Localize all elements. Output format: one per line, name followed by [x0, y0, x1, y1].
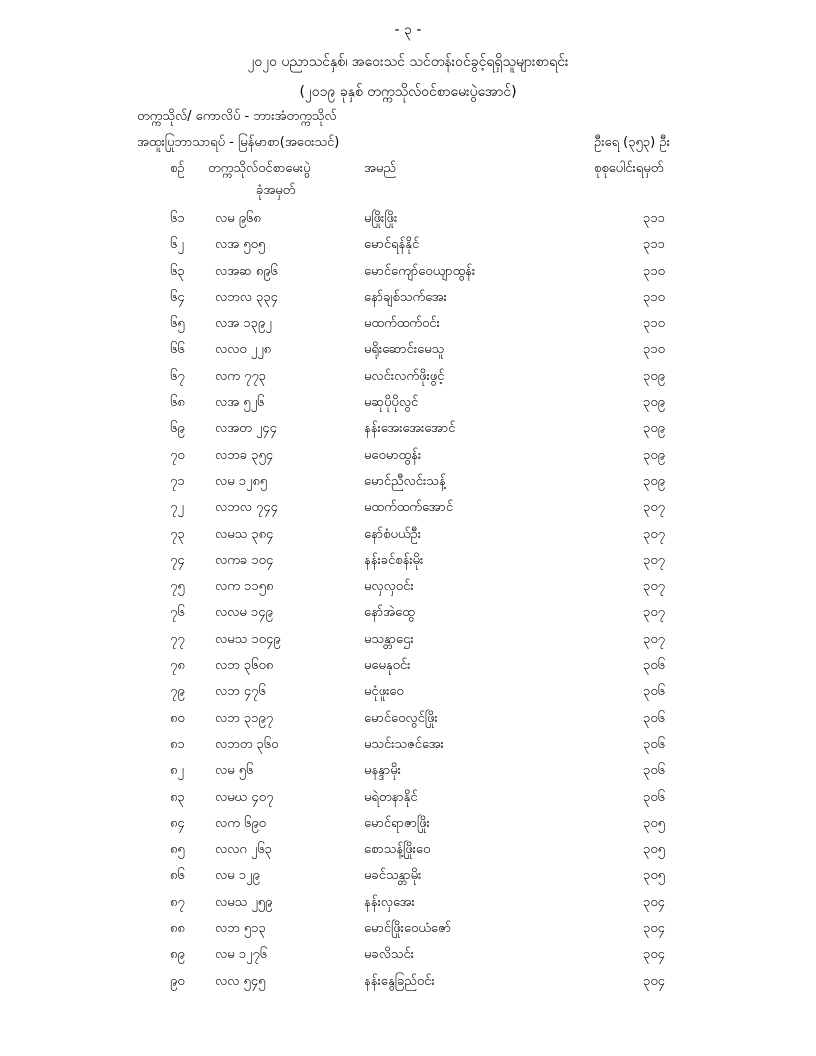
roll-number: လမသ ၁၀၄၉	[215, 631, 281, 647]
table-row	[0, 259, 816, 285]
roll-number: လလမ ၁၄၉	[215, 605, 273, 621]
total-marks: ၃၀၆	[643, 763, 665, 779]
table-row	[0, 574, 816, 600]
row-number: ၈၀	[170, 710, 185, 726]
student-name: နော်အဲထွေ	[364, 605, 415, 621]
total-marks: ၃၀၅	[643, 842, 665, 858]
total-marks: ၃၀၉	[643, 368, 665, 384]
table-row	[0, 548, 816, 574]
total-marks: ၃၁၁	[643, 237, 665, 253]
table-row	[0, 285, 816, 311]
total-marks: ၃၀၄	[643, 947, 665, 963]
total-marks: ၃၀၆	[643, 684, 665, 700]
roll-number: လမ ၉၆၈	[215, 211, 261, 226]
row-number: ၆၁	[170, 211, 185, 226]
student-name: နန်းအေးအေးအောင်	[364, 421, 456, 437]
total-marks: ၃၀၇	[643, 631, 665, 647]
table-row	[0, 969, 816, 995]
student-name: နော်စံပယ်ဦး	[364, 526, 421, 542]
student-name: မောင်ဝေလွင်ဖြိုး	[364, 710, 438, 726]
student-name: မောင်ရာဇာဖြိုး	[364, 815, 430, 831]
total-marks: ၃၀၄	[643, 894, 665, 910]
roll-number: လလဂ ၂၆၃	[215, 842, 272, 858]
table-row	[0, 600, 816, 626]
row-number: ၈၄	[170, 815, 185, 831]
roll-number: လမ ၁၂၇၆	[215, 947, 268, 963]
table-row	[0, 416, 816, 442]
table-row	[0, 390, 816, 416]
university-line: တက္ကသိုလ်/ ကောလိပ် - ဘားအံတက္ကသိုလ်	[137, 109, 337, 124]
student-name: မောင်ဖြိုးဝေယံဇော်	[364, 921, 452, 937]
table-row	[0, 679, 816, 705]
student-name: မောင်ညီလင်းသန့်	[364, 473, 446, 489]
student-name: မရိုးဆောင်းမေသူ	[364, 342, 445, 358]
table-row	[0, 785, 816, 811]
student-name: မခလိသင်း	[364, 947, 415, 963]
total-marks: ၃၀၉	[643, 395, 665, 411]
row-number: ၆၄	[170, 289, 185, 305]
student-name: မောင်ကျော်ဝေယျာထွန်း	[364, 263, 476, 279]
table-row	[0, 337, 816, 363]
student-name: မခင်သန္တာမိုး	[364, 868, 422, 884]
total-marks: ၃၀၆	[643, 736, 665, 752]
major-subject-line: အထူးပြုဘာသာရပ် - မြန်မာစာ(အဝေးသင်)	[137, 135, 340, 150]
table-row	[0, 890, 816, 916]
roll-number: လလ ၅၄၅	[215, 973, 266, 989]
total-marks: ၃၀၇	[643, 526, 665, 542]
roll-number: လဘ ၃၁၉၇	[215, 710, 274, 726]
table-row	[0, 522, 816, 548]
student-name: မသန္တာဌေး	[364, 631, 414, 647]
row-number: ၈၇	[170, 894, 185, 910]
row-number: ၇၁	[170, 473, 185, 489]
student-name: နန်းလှအေး	[364, 894, 415, 910]
total-marks: ၃၀၇	[643, 500, 665, 516]
row-number: ၇၉	[170, 684, 185, 700]
row-number: ၇၆	[170, 605, 185, 621]
total-marks: ၃၀၉	[643, 447, 665, 463]
roll-number: လမ ၁၂၉	[215, 868, 260, 884]
student-name: မလင်းလက်ဖိုးဖွင့်	[364, 368, 445, 384]
table-row	[0, 942, 816, 968]
table-row	[0, 653, 816, 679]
total-marks: ၃၁၁	[643, 211, 665, 226]
page-number: - ၃ -	[394, 22, 422, 38]
total-marks: ၃၁၀	[643, 289, 665, 305]
total-marks: ၃၀၇	[643, 579, 665, 595]
header-no: စဉ်	[170, 161, 185, 176]
total-marks: ၃၁၀	[643, 263, 665, 279]
row-number: ၈၉	[170, 947, 185, 963]
student-name: မဖြိုးဖြိုး	[364, 211, 398, 226]
row-number: ၈၁	[170, 736, 185, 752]
table-row	[0, 364, 816, 390]
table-row	[0, 732, 816, 758]
roll-number: လအဆ ၈၉၆	[215, 263, 278, 279]
row-number: ၈၃	[170, 789, 185, 805]
row-number: ၈၂	[170, 763, 184, 779]
roll-number: လဘလ ၃၃၄	[215, 289, 278, 305]
roll-number: လဘ ၄၇၆	[215, 684, 266, 700]
roll-number: လဘလ ၇၄၄	[215, 500, 278, 516]
table-row	[0, 811, 816, 837]
roll-number: လမဃ ၄၀၇	[215, 789, 274, 805]
table-row	[0, 206, 816, 232]
total-marks: ၃၀၄	[643, 921, 665, 937]
student-name: မောင်ရန်နိုင်	[364, 237, 420, 253]
row-number: ၇၂	[170, 500, 184, 516]
student-name: မနန္ဒာမိုး	[364, 763, 401, 779]
total-marks: ၃၀၉	[643, 421, 665, 437]
table-row	[0, 627, 816, 653]
total-marks: ၃၀၇	[643, 552, 665, 568]
student-name: မဝေမာထွန်း	[364, 447, 422, 463]
row-number: ၆၅	[170, 316, 185, 332]
row-number: ၇၀	[170, 447, 185, 463]
roll-number: လအတ ၂၄၄	[215, 421, 277, 437]
student-name: မထက်ထက်အောင်	[364, 500, 454, 516]
row-number: ၈၆	[170, 868, 185, 884]
roll-number: လမသ ၂၅၉	[215, 894, 273, 910]
document-subtitle: (၂၀၁၉ ခုနှစ် တက္ကသိုလ်ဝင်စာမေးပွဲအောင်)	[299, 84, 517, 100]
total-marks: ၃၀၇	[643, 605, 665, 621]
header-name: အမည်	[364, 161, 396, 176]
row-number: ၆၂	[170, 237, 184, 253]
total-marks: ၃၀၆	[643, 789, 665, 805]
table-row	[0, 706, 816, 732]
roll-number: လဘခ ၃၅၄	[215, 447, 274, 463]
student-name: မထက်ထက်ဝင်း	[364, 316, 440, 332]
header-marks: စုစုပေါင်းရမှတ်	[594, 161, 664, 176]
row-number: ၆၉	[170, 421, 185, 437]
table-row	[0, 232, 816, 258]
row-number: ၆၃	[170, 263, 185, 279]
table-row	[0, 469, 816, 495]
row-number: ၆၈	[170, 395, 185, 411]
total-marks: ၃၀၆	[643, 658, 665, 674]
row-number: ၇၈	[170, 658, 185, 674]
student-name: မငုံဖူးဝေ	[364, 684, 404, 700]
total-marks: ၃၁၀	[643, 342, 665, 358]
roll-number: လကခ ၁၀၄	[215, 552, 274, 568]
table-row	[0, 495, 816, 521]
roll-number: လဘ ၃၆၀၈	[215, 658, 274, 674]
student-name: နန်းခင်စန်းမိုး	[364, 552, 424, 568]
roll-number: လက ၁၁၅၈	[215, 579, 274, 595]
header-roll: တက္ကသိုလ်ဝင်စာမေးပွဲ	[208, 161, 311, 176]
row-number: ၉၀	[170, 973, 185, 989]
header-roll-line2: ခုံအမှတ်	[256, 183, 296, 198]
total-marks: ၃၀၅	[643, 815, 665, 831]
roll-number: လမ ၅၆	[215, 763, 254, 779]
table-row	[0, 863, 816, 889]
roll-number: လက ၇၇၃	[215, 368, 266, 384]
student-name: မရဲတနာနိုင်	[364, 789, 418, 805]
roll-number: လမ ၁၂၈၅	[215, 473, 268, 489]
roll-number: လက ၆၉၀	[215, 815, 266, 831]
row-number: ၇၄	[170, 552, 185, 568]
table-row	[0, 916, 816, 942]
roll-number: လအ ၅၀၅	[215, 237, 266, 253]
student-name: နော်ချစ်သက်အေး	[364, 289, 447, 305]
roll-number: လအ ၅၂၆	[215, 395, 265, 411]
table-row	[0, 758, 816, 784]
row-number: ၇၇	[170, 631, 185, 647]
roll-number: လအ ၁၃၉၂	[215, 316, 272, 332]
student-count: ဦးရေ (၃၅၃) ဦး	[594, 135, 670, 150]
row-number: ၇၅	[170, 579, 185, 595]
row-number: ၆၇	[170, 368, 185, 384]
roll-number: လဘ ၅၁၃	[215, 921, 266, 937]
total-marks: ၃၀၄	[643, 973, 665, 989]
row-number: ၈၅	[170, 842, 185, 858]
row-number: ၈၈	[170, 921, 185, 937]
table-row	[0, 311, 816, 337]
student-name: မသင်းသဇင်အေး	[364, 736, 444, 752]
roll-number: လမသ ၃၈၄	[215, 526, 274, 542]
student-name: နန်းနွေခြည်ဝင်း	[364, 973, 435, 989]
row-number: ၆၆	[170, 342, 185, 358]
student-name: စောသန့်ဖြိုးဝေ	[364, 842, 431, 858]
document-title: ၂၀၂၀ ပညာသင်နှစ်၊ အဝေးသင် သင်တန်းဝင်ခွင့်ရရှိသူများစာရင်း	[247, 54, 569, 70]
student-name: မလှလှဝင်း	[364, 579, 414, 595]
total-marks: ၃၀၉	[643, 473, 665, 489]
student-name: မမေနုဝင်း	[364, 658, 411, 674]
table-row	[0, 443, 816, 469]
total-marks: ၃၁၀	[643, 316, 665, 332]
total-marks: ၃၀၆	[643, 710, 665, 726]
roll-number: လလဝ ၂၂၈	[215, 342, 272, 358]
table-row	[0, 837, 816, 863]
total-marks: ၃၀၅	[643, 868, 665, 884]
student-list	[0, 206, 816, 995]
row-number: ၇၃	[170, 526, 185, 542]
roll-number: လဘတ ၃၆၀	[215, 736, 279, 752]
student-name: မဆုပိုပိုလွင်	[364, 395, 419, 411]
